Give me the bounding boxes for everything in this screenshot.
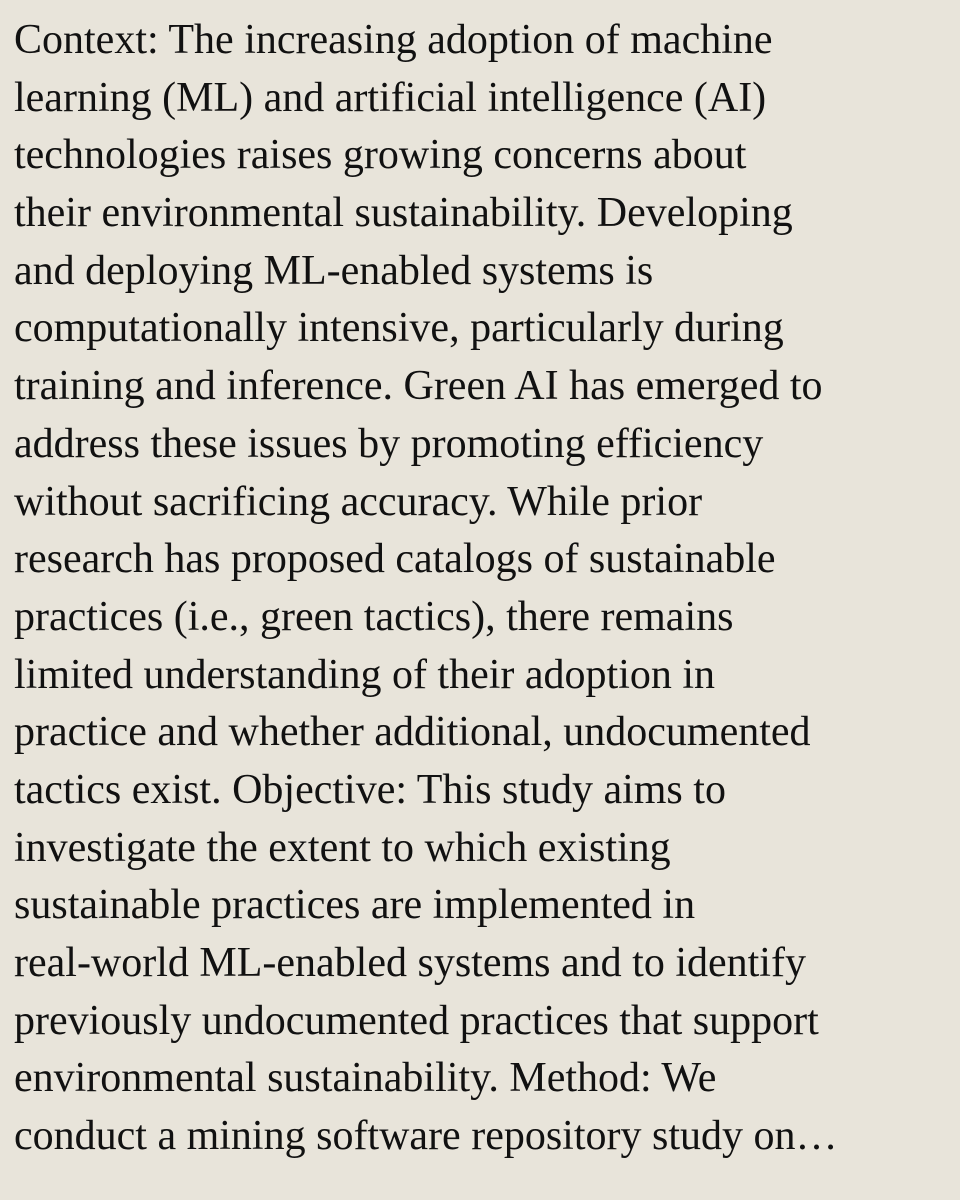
text-line: without sacrificing accuracy. While prior — [14, 478, 703, 525]
text-line: and deploying ML-enabled systems is — [14, 247, 654, 294]
abstract-text — [14, 12, 954, 1166]
text-line: Context: The increasing adoption of machine — [14, 17, 773, 63]
text-line: technologies raises growing concerns about — [14, 132, 747, 179]
text-line: limited understanding of their adoption in — [14, 651, 716, 698]
text-line: environmental sustainability. Method: We — [14, 1055, 717, 1102]
text-line: investigate the extent to which existing — [14, 824, 671, 871]
text-line: address these issues by promoting efficiency — [14, 420, 764, 467]
text-line: research has proposed catalogs of sustainable — [14, 536, 776, 583]
text-line: computationally intensive, particularly during — [14, 305, 784, 352]
text-line: conduct a mining software repository study on… — [14, 1113, 838, 1160]
text-line: tactics exist. Objective: This study aims to — [14, 766, 726, 813]
text-line: real-world ML-enabled systems and to identify — [14, 940, 806, 986]
text-line: learning (ML) and artificial intelligence (AI) — [14, 74, 767, 121]
text-line: their environmental sustainability. Developing — [14, 190, 793, 237]
text-line: sustainable practices are implemented in — [14, 882, 696, 929]
text-line: training and inference. Green AI has emerged to — [14, 363, 823, 410]
text-line: practice and whether additional, undocumented — [14, 709, 811, 756]
text-line: previously undocumented practices that support — [14, 997, 819, 1044]
text-line: practices (i.e., green tactics), there remains — [14, 593, 734, 640]
